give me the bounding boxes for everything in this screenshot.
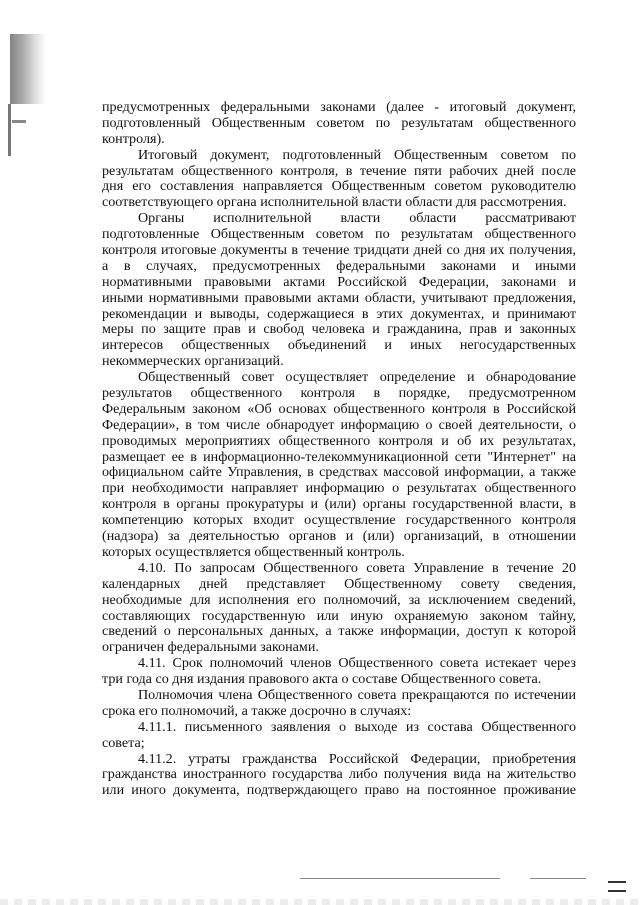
text-line: при необходимости направляет информацию о результатах общественного	[102, 481, 576, 497]
text-line: Общественный совет осуществляет определение и обнародование	[138, 370, 576, 386]
text-line: предусмотренных федеральными законами (далее - итоговый документ,	[102, 100, 576, 115]
text-line: совета;	[102, 735, 145, 751]
text-line: гражданства иностранного государства либо получения вида на жительство	[102, 767, 576, 783]
text-line: проводимых мероприятиях общественного контроля и об их результатах,	[102, 433, 576, 449]
footer-mark	[608, 881, 626, 892]
text-line: (надзора) за деятельностью органов и (или) организаций, в отношении	[102, 529, 576, 545]
text-line: срока его полномочий, а также досрочно в случаях:	[102, 703, 412, 719]
text-line: а в случаях, предусмотренных федеральными законами и иными	[102, 258, 576, 274]
text-line: размещает ее в информационно-телекоммуникационной сети "Интернет" на	[102, 449, 576, 465]
text-line: дня его составления направляется Общественным советом руководителю	[102, 179, 576, 195]
text-line: календарных дней представляет Общественному совету сведения,	[102, 576, 576, 592]
text-line: рекомендации и выводы, содержащиеся в этих документах, и принимают	[102, 306, 576, 322]
text-line: 4.11. Срок полномочий членов Общественного совета истекает через	[138, 656, 576, 672]
text-line: Органы исполнительной власти области рассматривают	[138, 211, 576, 227]
scan-edge-tick	[12, 120, 26, 123]
text-line: или иного документа, подтверждающего право на постоянное проживание	[102, 783, 576, 799]
footer-rule-right	[530, 878, 586, 879]
scan-edge-shadow	[10, 34, 46, 104]
text-line: некоммерческих организаций.	[102, 354, 284, 370]
text-line: составляющих государственную или иную охраняемую законом тайну,	[102, 608, 576, 624]
scan-bottom-edge	[0, 899, 640, 905]
text-line: контроля итоговые документы в течение тридцати дней со дня их получения,	[102, 243, 576, 259]
text-line: Итоговый документ, подготовленный Общественным советом по	[138, 147, 576, 163]
text-line: результатам общественного контроля, в течение пяти рабочих дней после	[102, 163, 576, 179]
text-line: подготовленный Общественным советом по результатам общественного	[102, 115, 576, 131]
text-line: соответствующего органа исполнительной власти области для рассмотрения.	[102, 195, 567, 211]
text-line: компетенцию которых входит осуществление государственного контроля	[102, 513, 576, 529]
text-line: нормативными правовыми актами Российской Федерации, законами и	[102, 274, 576, 290]
document-page	[102, 100, 576, 799]
text-line: которых осуществляется общественный контроль.	[102, 544, 405, 560]
text-line: ограничен федеральными законами.	[102, 640, 319, 656]
scan-edge-mark	[8, 104, 11, 156]
text-line: контроля).	[102, 131, 165, 147]
text-line: 4.11.1. письменного заявления о выходе из состава Общественного	[138, 719, 576, 735]
text-line: меры по защите прав и свобод человека и гражданина, прав и законных	[102, 322, 576, 338]
text-line: Федеральным законом «Об основах общественного контроля в Российской	[102, 401, 576, 417]
text-line: Полномочия члена Общественного совета прекращаются по истечении	[138, 687, 576, 703]
footer-rule-left	[300, 878, 500, 879]
text-line: 4.11.2. утраты гражданства Российской Федерации, приобретения	[138, 751, 576, 767]
text-line: результатов общественного контроля в порядке, предусмотренном	[102, 386, 576, 402]
text-line: официальном сайте Управления, в средствах массовой информации, а также	[102, 465, 576, 481]
text-line: три года со дня издания правового акта о составе Общественного совета.	[102, 672, 542, 688]
text-line: необходимые для исполнения его полномочий, за исключением сведений,	[102, 592, 576, 608]
text-line: подготовленные Общественным советом по результатам общественного	[102, 227, 576, 243]
text-line: интересов общественных объединений и иных негосударственных	[102, 338, 576, 354]
text-line: 4.10. По запросам Общественного совета Управление в течение 20	[138, 560, 576, 576]
text-line: иными нормативными правовыми актами области, учитывают предложения,	[102, 290, 576, 306]
text-line: Федерации», в том числе обнародует информацию о своей деятельности, о	[102, 417, 576, 433]
text-line: контроля в органы прокуратуры и (или) органы государственной власти, в	[102, 497, 576, 513]
text-line: сведений о персональных данных, а также информации, доступ к которой	[102, 624, 576, 640]
